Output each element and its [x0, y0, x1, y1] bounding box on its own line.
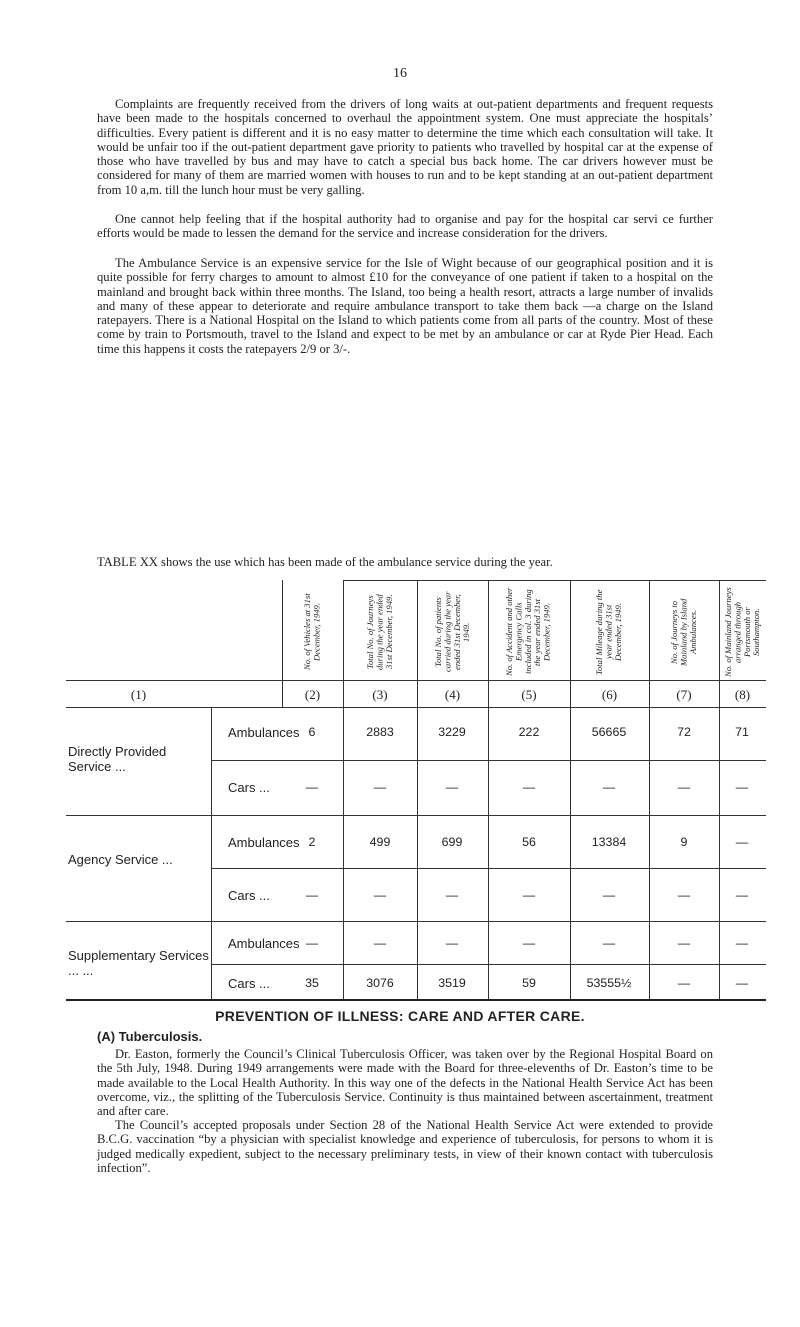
table-cell: — [445, 780, 459, 794]
table-cell: — [602, 780, 616, 794]
column-number: (1) [130, 687, 147, 702]
column-number: (2) [304, 687, 321, 702]
table-cell: — [373, 780, 387, 794]
row-type-label: Cars ... [228, 888, 270, 903]
table-cell: 699 [441, 835, 463, 849]
column-number: (5) [521, 687, 537, 702]
ambulance-table [66, 580, 766, 707]
table-cell: — [522, 936, 536, 950]
table-cell: — [677, 936, 691, 950]
table-cell: 72 [677, 725, 691, 739]
table-cell: — [373, 936, 387, 950]
table-cell: 2 [308, 835, 316, 849]
table-cell: 59 [522, 976, 536, 990]
table-cell: — [735, 888, 749, 902]
row-type-label: Cars ... [228, 780, 270, 795]
table-cell: — [735, 780, 749, 794]
group-label: Supplementary Services ... ... [68, 948, 209, 978]
row-type-label: Ambulances [228, 835, 300, 850]
table-cell: — [373, 888, 387, 902]
table-cell: — [305, 780, 319, 794]
paragraph-dr-easton: Dr. Easton, formerly the Council’s Clinical Tuberculosis Officer, was taken over by the Regional Hospital Board on the 5th July, 1948. During 1949 arrangements were made with the Board for three-elevenths of Dr. Easton’s time to be made available to the Local Health Authority. In this way one of the defects in the National Health Service Act has been overcome, viz., the splitting of the Tuberculosis Service. Continuity is thus maintained between ascertainment, treatment and after care. [97, 1047, 713, 1119]
table-cell: 6 [308, 725, 316, 739]
table-cell: 9 [680, 835, 688, 849]
column-number: (3) [372, 687, 388, 702]
table-cell: — [677, 780, 691, 794]
table-cell: — [677, 976, 691, 990]
table-cell: — [445, 936, 459, 950]
table-cell: — [305, 936, 319, 950]
table-cell: — [445, 888, 459, 902]
table-cell: 3229 [438, 725, 466, 739]
table-cell: 499 [369, 835, 391, 849]
table-caption: TABLE XX shows the use which has been made of the ambulance service during the year. [97, 555, 553, 569]
subheading-tuberculosis: (A) Tuberculosis. [97, 1029, 203, 1044]
table-cell: — [522, 888, 536, 902]
table-cell: — [735, 976, 749, 990]
table-cell: 222 [518, 725, 540, 739]
table-cell: — [735, 936, 749, 950]
column-number: (7) [676, 687, 692, 702]
column-number: (6) [601, 687, 618, 702]
table-cell: 53555½ [586, 976, 632, 990]
table-cell: 56665 [591, 725, 627, 739]
table-cell: — [677, 888, 691, 902]
paragraph-ambulance-service: The Ambulance Service is an expensive service for the Isle of Wight because of our geographical position and it is quite possible for ferry charges to amount to almost £10 for the conveyance of one patient if taken to a hospital on the mainland and brought back within three months. The Island, too being a health resort, attracts a large number of invalids and many of these appear to deteriorate and require ambulance transport to take them back —a charge on the Island ratepayers. There is a National Hospital on the Island to which patients come from all parts of the country. Most of these come by train to Portsmouth, travel to the Island and expect to be met by an ambulance or car at Ryde Pier Head. Each time this happens it costs the ratepayers 2/9 or 3/-. [97, 256, 713, 356]
row-type-label: Ambulances [228, 936, 300, 951]
page-number: 16 [393, 66, 407, 81]
header-vehicles: No. of Vehicles at 31st December, 1949. [301, 593, 321, 671]
header-mainland-journeys: No. of Journeys to Mainland by Island Ambulances. [668, 598, 698, 666]
table-cell: 2883 [366, 725, 394, 739]
group-label: Directly Provided Service ... [68, 744, 167, 774]
table-cell: 3076 [366, 976, 394, 990]
column-number: (4) [444, 687, 461, 702]
header-mileage: Total Mileage during the year ended 31st December, 1949. [594, 589, 624, 675]
header-arranged-journeys: No. of Mainland Journeys arranged through Portsmouth or Southampton. [723, 587, 762, 677]
row-type-label: Cars ... [228, 976, 270, 991]
table-cell: — [735, 835, 749, 849]
table-cell: — [305, 888, 319, 902]
row-type-label: Ambulances [228, 725, 300, 740]
header-journeys: Total No. of Journeys during the year ended 31st December, 1949. [364, 594, 394, 670]
table-cell: — [602, 888, 616, 902]
group-label: Agency Service ... [68, 852, 173, 867]
paragraph-hospital-car-service: One cannot help feeling that if the hospital authority had to organise and pay for the hospital car servi ce further efforts would be made to lessen the demand for the service and increase consideration for the drivers. [97, 212, 713, 241]
paragraph-outpatient-waits: Complaints are frequently received from the drivers of long waits at out-patient departments and frequent requests have been made to the hospitals concerned to overhaul the appointment system. One must appreciate the hospitals’ difficulties. Every patient is different and it is no easy matter to determine the time which each consultation will take. It would be unfair too if the out-patient department gave priority to patients who travelled by hospital car at the expense of those who have travelled by bus and may have to catch a special bus back home. The car drivers however must be considered for many of them are married women with houses to run and to be kept standing at an out-patient department from 10 a,m. till the lunch hour must be very galling. [97, 97, 713, 197]
table-cell: 56 [522, 835, 536, 849]
header-patients: Total No. of patients carried during the year ended 31st December, 1949. [432, 591, 471, 673]
column-number: (8) [734, 687, 751, 702]
table-cell: — [602, 936, 616, 950]
table-cell: 35 [305, 976, 319, 990]
table-cell: 13384 [591, 835, 627, 849]
table-cell: 71 [735, 725, 749, 739]
table-cell: — [522, 780, 536, 794]
header-emergency-calls: No. of Accident and other Emergency Calls included in col. 3 during the year ended 31st December, 1949. [504, 587, 553, 677]
section-heading: PREVENTION OF ILLNESS: CARE AND AFTER CARE. [215, 1008, 585, 1024]
paragraph-bcg-vaccination: The Council’s accepted proposals under Section 28 of the National Health Service Act were extended to provide B.C.G. vaccination “by a physician with specialist knowledge and experience of tuberculosis, for persons to whom it is judged medically expedient, subject to the necessary preliminary tests, in view of their known contact with tuberculosis infection”. [97, 1118, 713, 1175]
table-cell: 3519 [438, 976, 466, 990]
